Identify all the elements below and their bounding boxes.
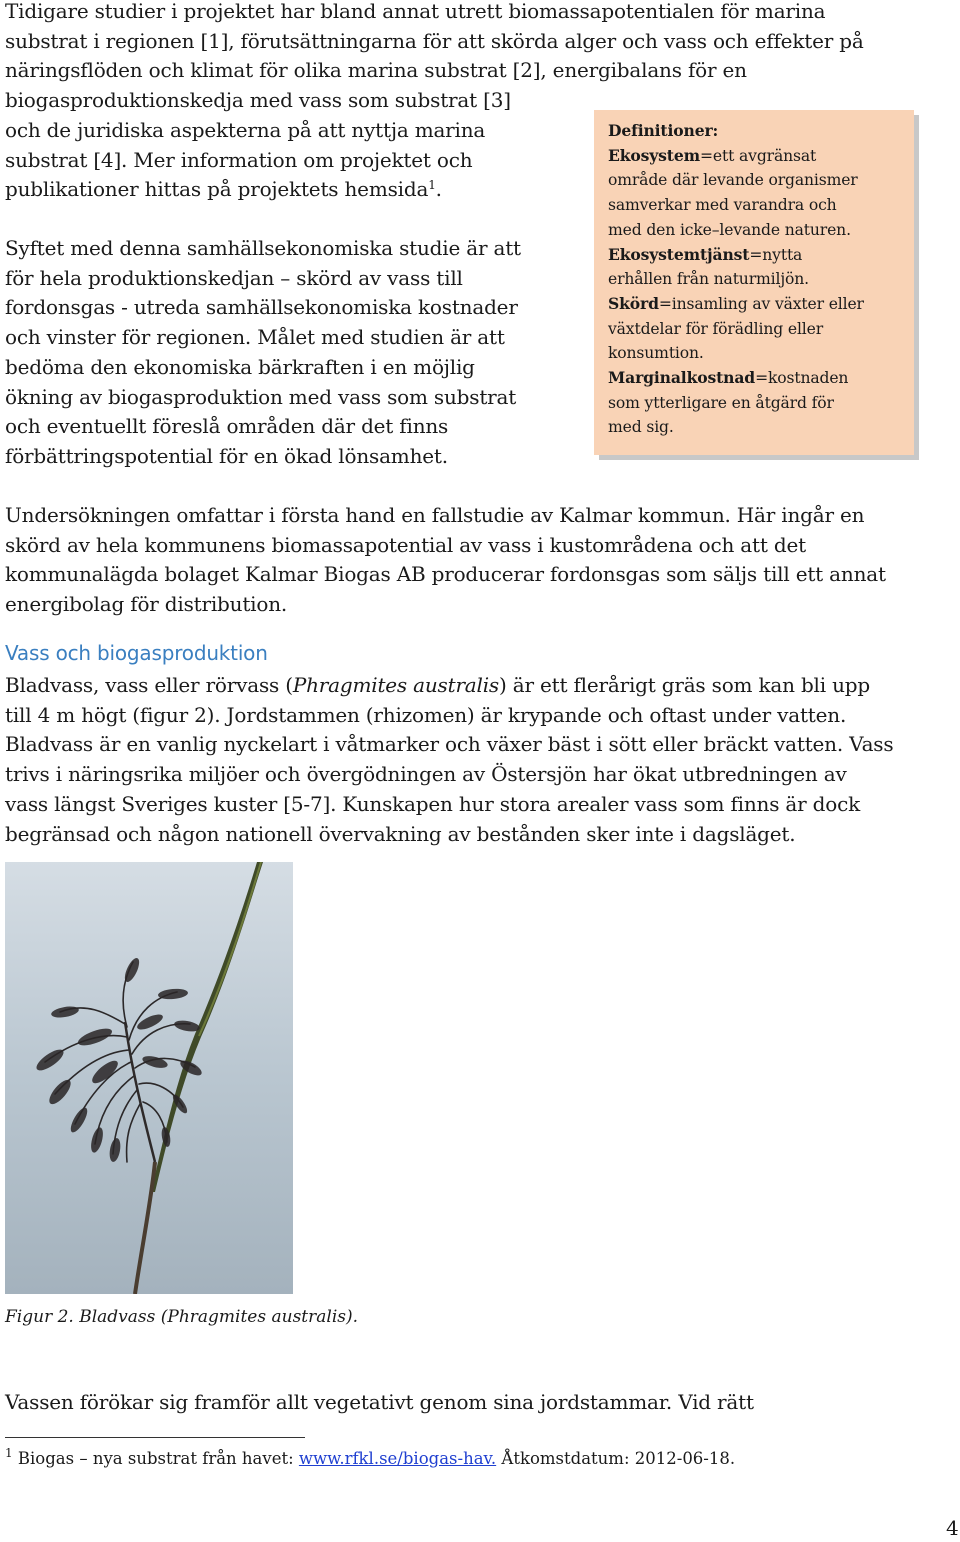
text-line [5,671,893,701]
text-line: fordonsgas - utreda samhällsekonomiska kostnader [5,295,518,320]
definitions-title [608,119,914,144]
definition-line [608,292,914,317]
figure-caption: Figur 2. Bladvass (Phragmites australis). [5,1307,359,1327]
text-line: Vassen förökar sig framför allt vegetativt genom sina jordstammar. Vid rätt [5,1390,754,1414]
footnote-link[interactable]: www.rfkl.se/biogas-hav. [298,1449,497,1468]
text-line: Bladvass är en vanlig nyckelart i våtmarker och växer bäst i sött eller bräckt vatten. Vass [5,732,894,757]
text-line: trivs i näringsrika miljöer och övergödningen av Östersjön har ökat utbredningen av [5,762,847,787]
definition-text: =ett avgränsat [699,146,817,165]
definition-term: Ekosystemtjänst [608,244,750,264]
text-line: vass längst Sveriges kuster [5-7]. Kunskapen hur stora arealer vass som finns är dock [5,791,861,816]
definition-term: Ekosystem [608,145,700,165]
text-line: Tidigare studier i projektet har bland annat utrett biomassapotentialen för marina [5,0,826,23]
scope-paragraph [5,501,886,620]
text-line: förbättringspotential för en ökad lönsamhet. [5,443,448,468]
text-line: för hela produktionskedjan – skörd av vass till [5,265,463,290]
text-line: substrat i regionen [1], förutsättningarna för att skörda alger och vass och effekter på [5,28,864,53]
footnote-date: Åtkomstdatum: 2012-06-18. [496,1449,736,1468]
definition-text: =insamling av växter eller [658,294,864,313]
definition-line: som ytterligare en åtgärd för [608,393,834,412]
definition-line: växtdelar för förädling eller [608,319,824,338]
text-line: begränsad och någon nationell övervakning av bestånden sker inte i dagsläget. [5,821,796,846]
definition-term: Marginalkostnad [608,368,756,388]
definition-text: =nytta [749,245,803,264]
footnote-text: Biogas – nya substrat från havet: [17,1449,299,1468]
text-line: och eventuellt föreslå områden där det finns [5,414,449,439]
section-paragraph [5,671,893,849]
definitions-title-text: Definitioner: [608,121,719,140]
definition-text: =kostnaden [755,369,849,388]
definitions-box [594,110,914,455]
text-line: Syftet med denna samhällsekonomiska studie är att [5,236,521,260]
definition-line [608,243,914,268]
text-line: näringsflöden och klimat för olika marina substrat [2], energibalans för en [5,58,747,83]
text-line: substrat [4]. Mer information om projektet och [5,147,473,172]
definition-term: Skörd [608,293,659,313]
footnote-number: 1 [5,1446,13,1460]
text-fragment: Bladvass, vass eller rörvass ( [5,673,293,697]
text-line: ökning av biogasproduktion med vass som substrat [5,384,517,409]
definition-line: område där levande organismer [608,171,858,190]
text-line: kommunalägda bolaget Kalmar Biogas AB producerar fordonsgas som säljs till ett annat [5,562,886,587]
text-line: Undersökningen omfattar i första hand en fallstudie av Kalmar kommun. Här ingår en [5,503,865,527]
species-name: Phragmites australis [292,673,499,697]
definition-line: samverkar med varandra och [608,196,837,215]
footnote-reference: 1 [428,178,436,193]
text-fragment: ) är ett flerårigt gräs som kan bli upp [499,673,870,697]
reed-photo [5,862,293,1294]
text-line: och vinster för regionen. Målet med studien är att [5,325,505,350]
definition-line [608,366,914,391]
definition-line: med sig. [608,418,674,437]
definition-line: konsumtion. [608,344,704,363]
text-line: energibolag för distribution. [5,592,288,617]
purpose-paragraph [5,234,521,472]
text-line: bedöma den ekonomiska bärkraften i en möjlig [5,354,475,379]
definition-line: erhållen från naturmiljön. [608,270,809,289]
definition-line: med den icke–levande naturen. [608,220,851,239]
footnote [5,1448,735,1470]
page-number: 4 [946,1516,959,1540]
footnote-divider [5,1437,305,1438]
definition-line [608,144,914,169]
punctuation: . [435,177,442,202]
text-line: och de juridiska aspekterna på att nyttja marina [5,117,486,142]
text-line: till 4 m högt (figur 2). Jordstammen (rhizomen) är krypande och oftast under vatten. [5,702,847,727]
closing-paragraph [5,1388,754,1418]
section-heading: Vass och biogasproduktion [5,641,268,665]
text-line: skörd av hela kommunens biomassapotential av vass i kustområdena och att det [5,532,806,557]
text-fragment: publikationer hittas på projektets hemsida [5,177,429,202]
text-line: biogasproduktionskedja med vass som substrat [3] [5,88,511,113]
